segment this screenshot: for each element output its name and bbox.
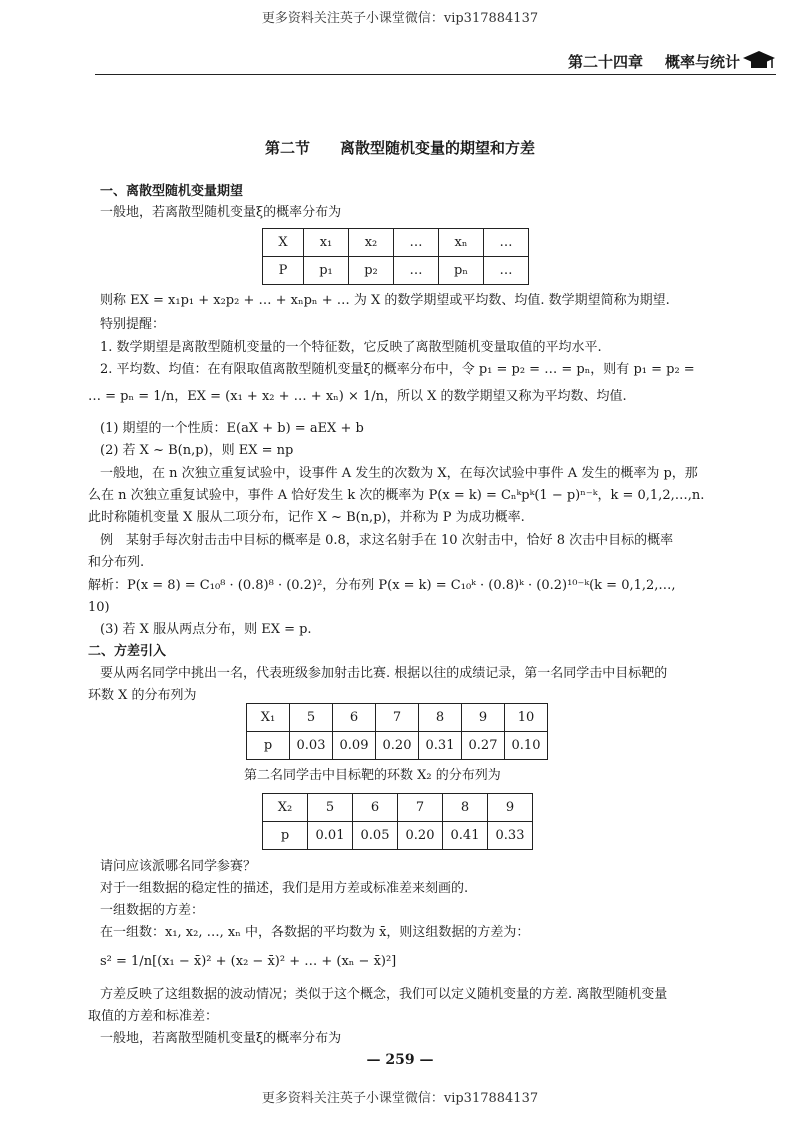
section-number: 第二节 <box>264 139 310 157</box>
distribution-table-x1 <box>246 703 548 760</box>
table-cell: p <box>263 822 308 850</box>
table-row <box>263 229 529 257</box>
variance-formula: s² = 1/n[(x₁ − x̄)² + (x₂ − x̄)² + … + (xₙ − x̄)²] <box>100 954 397 969</box>
section-title-text: 离散型随机变量的期望和方差 <box>340 139 536 157</box>
graduation-cap-icon <box>742 49 776 71</box>
table-row <box>247 704 548 732</box>
header-watermark: 更多资料关注英子小课堂微信：vip317884137 <box>261 11 539 26</box>
table-cell: p₂ <box>349 257 394 285</box>
table-cell: 0.41 <box>443 822 488 850</box>
heading-variance: 二、方差引入 <box>88 644 167 659</box>
table-row <box>263 794 533 822</box>
table-cell: 9 <box>488 794 533 822</box>
table-cell: 8 <box>443 794 488 822</box>
table-row <box>247 732 548 760</box>
table-cell: 5 <box>308 794 353 822</box>
text-line: 取值的方差和标准差： <box>88 1009 219 1024</box>
table-cell: x₁ <box>304 229 349 257</box>
table-cell: 0.27 <box>462 732 505 760</box>
header-rule <box>95 74 776 75</box>
table-cell: x₂ <box>349 229 394 257</box>
text-line: (3) 若 X 服从两点分布，则 EX = p. <box>100 622 312 637</box>
table-cell: 9 <box>462 704 505 732</box>
table-cell: … <box>484 257 529 285</box>
heading-expectation: 一、离散型随机变量期望 <box>100 184 244 199</box>
table-cell: 6 <box>333 704 376 732</box>
table-cell: 8 <box>419 704 462 732</box>
text-line: 10) <box>88 600 110 615</box>
table-cell: X <box>263 229 304 257</box>
text-line: (1) 期望的一个性质：E(aX + b) = aEX + b <box>100 421 364 436</box>
table-cell: 6 <box>353 794 398 822</box>
text-line: 则称 EX = x₁p₁ + x₂p₂ + … + xₙpₙ + … 为 X 的数学期望或平均数、均值. 数学期望简称为期望. <box>100 293 670 308</box>
chapter-heading <box>568 51 740 72</box>
text-line: 特别提醒： <box>100 317 166 332</box>
chapter-number: 第二十四章 <box>567 53 643 71</box>
page-number: — 259 — <box>366 1052 434 1068</box>
text-line: 一组数据的方差： <box>100 903 205 918</box>
table-cell: 0.31 <box>419 732 462 760</box>
table-cell: p₁ <box>304 257 349 285</box>
table-cell: 7 <box>398 794 443 822</box>
example-line: 例 某射手每次射击击中目标的概率是 0.8，求这名射手在 10 次射击中，恰好 8 次击中目标的概率 <box>100 533 674 548</box>
table-cell: 0.09 <box>333 732 376 760</box>
table-cell: … <box>394 229 439 257</box>
table-cell: X₂ <box>263 794 308 822</box>
table-cell: 5 <box>290 704 333 732</box>
footer-watermark: 更多资料关注英子小课堂微信：vip317884137 <box>261 1091 539 1106</box>
table-cell: 0.05 <box>353 822 398 850</box>
chapter-title: 概率与统计 <box>664 53 740 71</box>
table-cell: 0.33 <box>488 822 533 850</box>
table-cell: … <box>484 229 529 257</box>
table-cell: p <box>247 732 290 760</box>
table-cell: pₙ <box>439 257 484 285</box>
table-cell: 0.20 <box>398 822 443 850</box>
distribution-table-general <box>262 228 529 285</box>
distribution-table-x2 <box>262 793 533 850</box>
table-cell: X₁ <box>247 704 290 732</box>
text-line: 请问应该派哪名同学参赛？ <box>100 859 257 874</box>
table-cell: 10 <box>505 704 548 732</box>
table-cell: 0.20 <box>376 732 419 760</box>
table-row <box>263 257 529 285</box>
text-line: 么在 n 次独立重复试验中，事件 A 恰好发生 k 次的概率为 P(x = k) = Cₙᵏpᵏ(1 − p)ⁿ⁻ᵏ，k = 0,1,2,…,n. <box>88 488 705 503</box>
table-cell: 0.10 <box>505 732 548 760</box>
section-title <box>0 137 800 158</box>
table-cell: 0.03 <box>290 732 333 760</box>
table-cell: xₙ <box>439 229 484 257</box>
table-cell: 0.01 <box>308 822 353 850</box>
text-line: 一般地，在 n 次独立重复试验中，设事件 A 发生的次数为 X，在每次试验中事件 A 发生的概率为 p，那 <box>100 466 698 481</box>
table-cell: P <box>263 257 304 285</box>
text-line: 2. 平均数、均值：在有限取值离散型随机变量ξ的概率分布中，令 p₁ = p₂ = … = pₙ，则有 p₁ = p₂ = <box>100 362 695 377</box>
text-line: 一般地，若离散型随机变量ξ的概率分布为 <box>100 1031 342 1046</box>
table-cell: 7 <box>376 704 419 732</box>
text-line: 一般地，若离散型随机变量ξ的概率分布为 <box>100 205 342 220</box>
text-line: 环数 X 的分布列为 <box>88 688 197 703</box>
text-line: 此时称随机变量 X 服从二项分布，记作 X ~ B(n,p)，并称为 P 为成功概率. <box>88 510 525 525</box>
text-line: 方差反映了这组数据的波动情况；类似于这个概念，我们可以定义随机变量的方差. 离散型随机变量 <box>100 987 668 1002</box>
table-row <box>263 822 533 850</box>
text-line: (2) 若 X ~ B(n,p)，则 EX = np <box>100 443 294 458</box>
text-line: 解析：P(x = 8) = C₁₀⁸ · (0.8)⁸ · (0.2)²，分布列 P(x = k) = C₁₀ᵏ · (0.8)ᵏ · (0.2)¹⁰⁻ᵏ(k = 0,1,2,…, <box>88 578 676 593</box>
text-line: 和分布列. <box>88 555 145 570</box>
text-line: 在一组数：x₁, x₂, …, xₙ 中，各数据的平均数为 x̄，则这组数据的方差为： <box>100 925 530 940</box>
text-line: 1. 数学期望是离散型随机变量的一个特征数，它反映了离散型随机变量取值的平均水平. <box>100 340 602 355</box>
text-line: 要从两名同学中挑出一名，代表班级参加射击比赛. 根据以往的成绩记录，第一名同学击中目标靶的 <box>100 666 668 681</box>
text-line: 第二名同学击中目标靶的环数 X₂ 的分布列为 <box>244 768 501 783</box>
text-line: … = pₙ = 1/n，EX = (x₁ + x₂ + … + xₙ) × 1/n，所以 X 的数学期望又称为平均数、均值. <box>88 389 627 404</box>
table-cell: … <box>394 257 439 285</box>
text-line: 对于一组数据的稳定性的描述，我们是用方差或标准差来刻画的. <box>100 881 469 896</box>
